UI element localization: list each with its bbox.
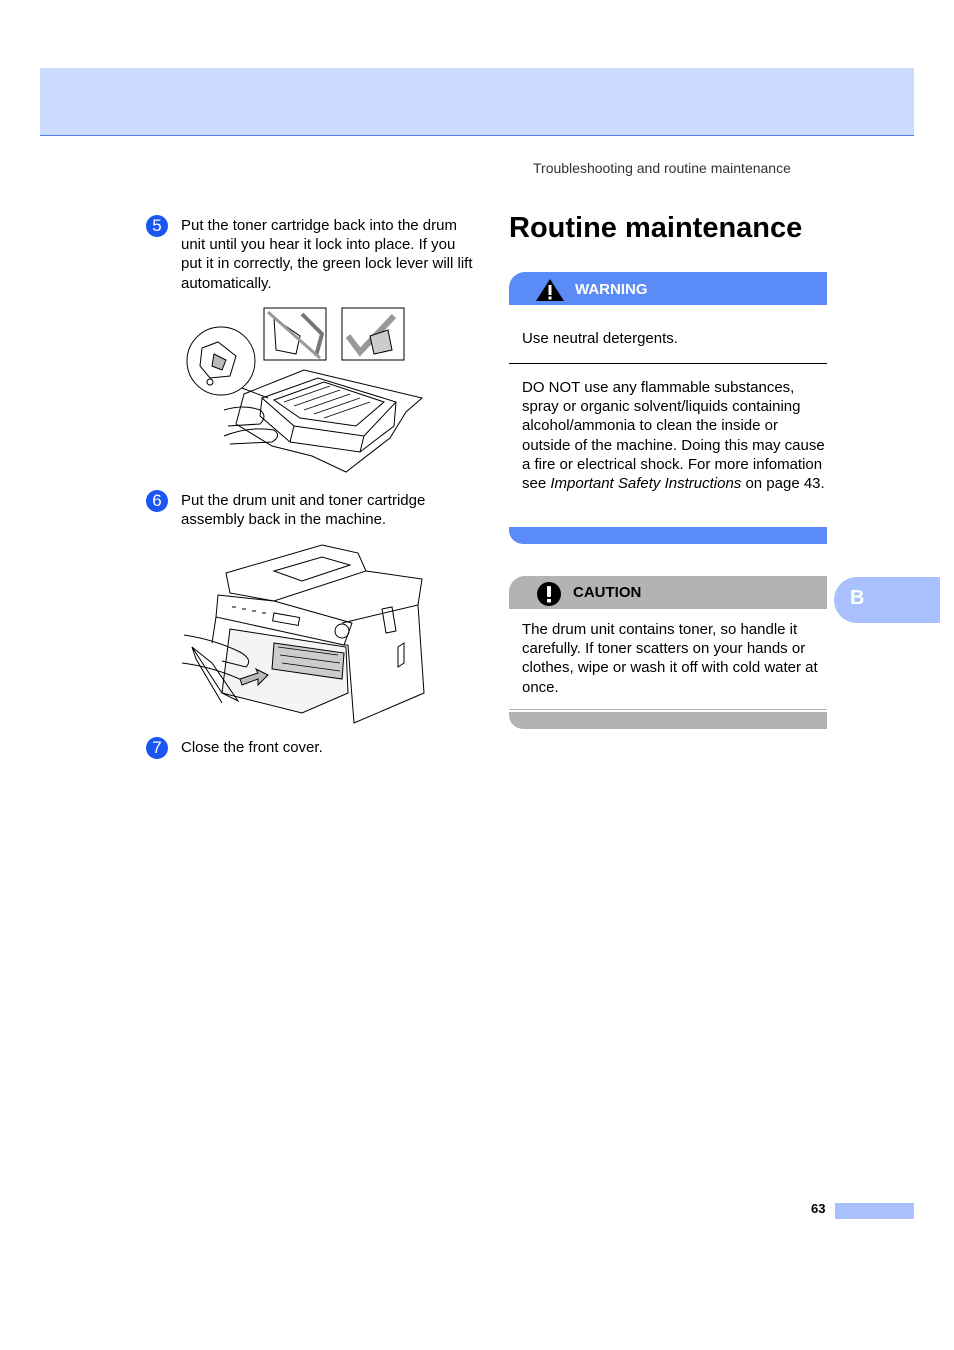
step-text: Put the toner cartridge back into the drum unit until you hear it lock into place. If you put it in correctly, the green lock lever will lift automatically. <box>181 217 473 292</box>
caution-text: The drum unit contains toner, so handle it carefully. If toner scatters on your hands or clothes, wipe or wash it off with cold water at once. <box>522 621 818 696</box>
warning-text-2: DO NOT use any flammable substances, spray or organic solvent/liquids containing alcohol/ammonia to clean the inside or outside of the machine. Doing this may cause a fire or electrical shock. For more infomation see Important Safety Instructions on page 43. <box>522 379 825 493</box>
warning-reference: Important Safety Instructions <box>550 475 742 493</box>
caution-footer <box>509 712 827 729</box>
chapter-tab-label: B <box>850 587 865 609</box>
step-number: 7 <box>146 737 168 759</box>
step-text: Close the front cover. <box>181 739 323 756</box>
page-number-bar <box>835 1203 914 1219</box>
caution-label: CAUTION <box>573 584 642 601</box>
caution-footer-line <box>509 709 827 710</box>
running-head: Troubleshooting and routine maintenance <box>533 160 791 176</box>
warning-triangle-icon <box>535 278 565 302</box>
step-number: 6 <box>146 490 168 512</box>
warning-header <box>509 272 827 305</box>
warning-label: WARNING <box>575 281 648 298</box>
machine-illustration <box>182 543 428 725</box>
divider <box>509 363 827 364</box>
caution-header <box>509 576 827 609</box>
page-number: 63 <box>811 1201 826 1216</box>
header-band <box>40 68 914 136</box>
section-title: Routine maintenance <box>509 212 803 244</box>
caution-exclamation-icon <box>536 581 562 607</box>
step-text: Put the drum unit and toner cartridge assembly back in the machine. <box>181 492 426 529</box>
warning-text-1: Use neutral detergents. <box>522 330 678 347</box>
chapter-tab <box>834 577 940 623</box>
step-number: 5 <box>146 215 168 237</box>
warning-footer <box>509 527 827 544</box>
toner-drum-illustration <box>184 306 426 474</box>
